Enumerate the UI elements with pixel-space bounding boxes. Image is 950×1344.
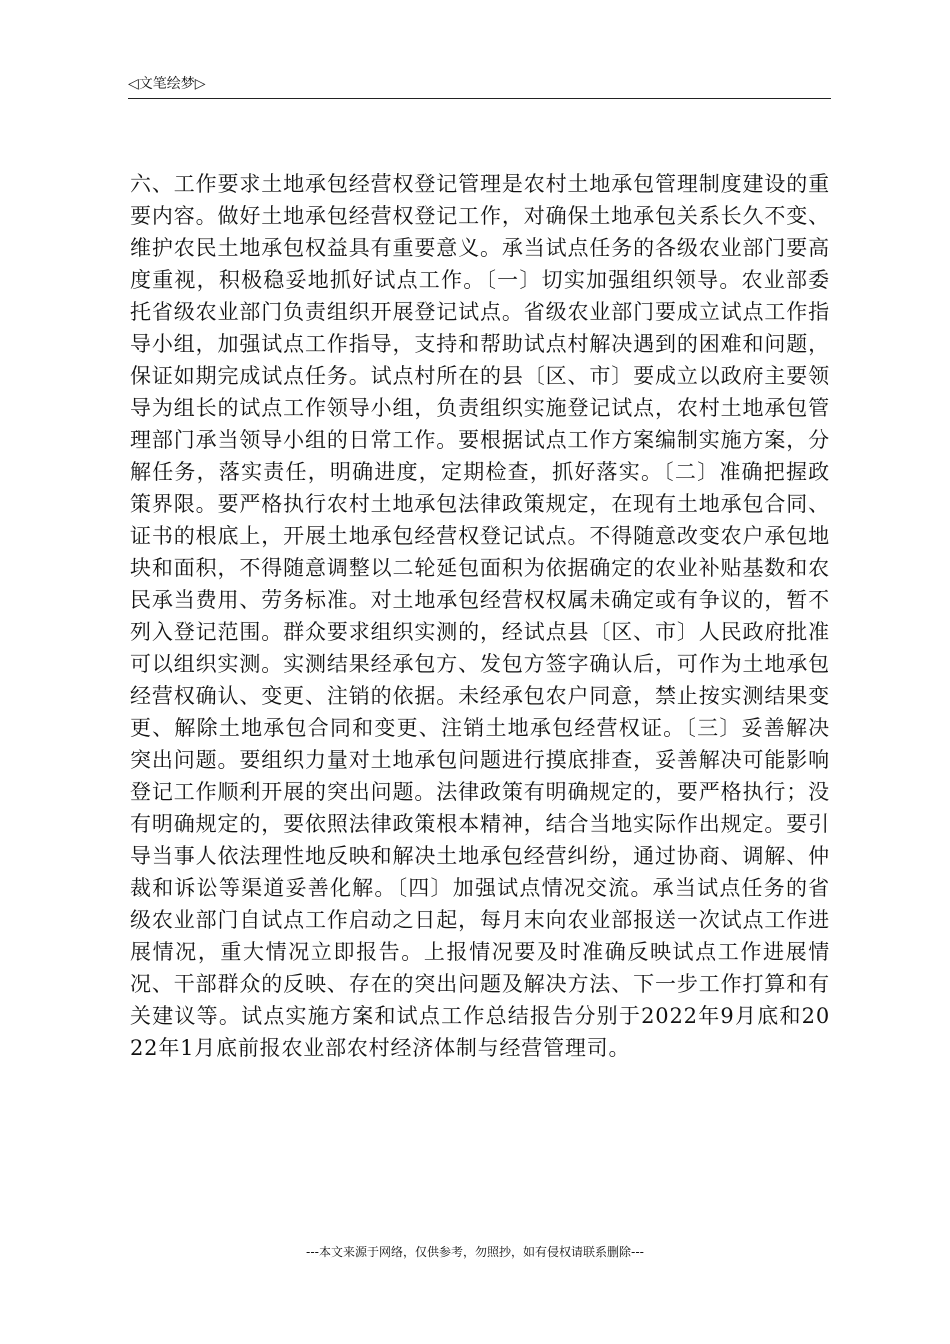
header-title: ◁文笔绘梦▷ — [128, 76, 206, 92]
page-footer: ---本文来源于网络，仅供参考，勿照抄，如有侵权请联系删除--- — [306, 1245, 644, 1259]
page-header — [128, 74, 831, 99]
body-paragraph: 六、工作要求土地承包经营权登记管理是农村土地承包管理制度建设的重要内容。做好土地承包经营权登记工作，对确保土地承包关系长久不变、维护农民土地承包权益具有重要意义。承当试点任务的各级农业部门要高度重视，积极稳妥地抓好试点工作。〔一〕切实加强组织领导。农业部委托省级农业部门负责组织开展登记试点。省级农业部门要成立试点工作指导小组，加强试点工作指导，支持和帮助试点村解决遇到的困难和问题，保证如期完成试点任务。试点村所在的县〔区、市〕要成立以政府主要领导为组长的试点工作领导小组，负责组织实施登记试点，农村土地承包管理部门承当领导小组的日常工作。要根据试点工作方案编制实施方案，分解任务，落实责任，明确进度，定期检查，抓好落实。〔二〕准确把握政策界限。要严格执行农村土地承包法律政策规定，在现有土地承包合同、证书的根底上，开展土地承包经营权登记试点。不得随意改变农户承包地块和面积，不得随意调整以二轮延包面积为依据确定的农业补贴基数和农民承当费用、劳务标准。对土地承包经营权权属未确定或有争议的，暂不列入登记范围。群众要求组织实测的，经试点县〔区、市〕人民政府批准可以组织实测。实测结果经承包方、发包方签字确认后，可作为土地承包经营权确认、变更、注销的依据。未经承包农户同意，禁止按实测结果变更、解除土地承包合同和变更、注销土地承包经营权证。〔三〕妥善解决突出问题。要组织力量对土地承包问题进行摸底排查，妥善解决可能影响登记工作顺利开展的突出问题。法律政策有明确规定的，要严格执行；没有明确规定的，要依照法律政策根本精神，结合当地实际作出规定。要引导当事人依法理性地反映和解决土地承包经营纠纷，通过协商、调解、仲裁和诉讼等渠道妥善化解。〔四〕加强试点情况交流。承当试点任务的省级农业部门自试点工作启动之日起，每月末向农业部报送一次试点工作进展情况，重大情况立即报告。上报情况要及时准确反映试点工作进展情况、干部群众的反映、存在的突出问题及解决方法、下一步工作打算和有关建议等。试点实施方案和试点工作总结报告分别于2022年9月底和2022年1月底前报农业部农村经济体制与经营管理司。 — [130, 172, 830, 1060]
